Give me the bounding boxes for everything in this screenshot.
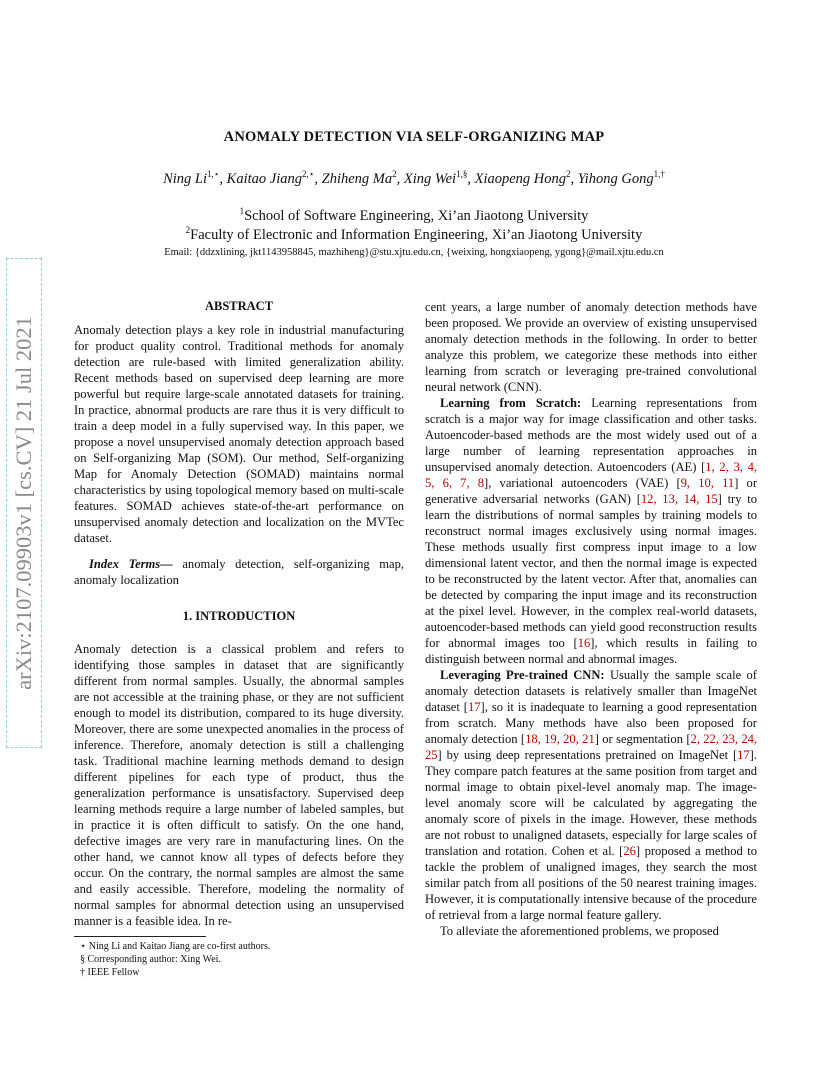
- footnote-rule: [74, 936, 206, 937]
- text-run: Usually the sample scale of anomaly detection datasets is relatively smaller than ImageNet dataset [: [425, 668, 757, 714]
- affiliation-text: Faculty of Electronic and Information Engineering, Xi’an Jiaotong University: [190, 226, 643, 243]
- text-run: ]. They compare patch features at the same position from target and normal image to obtain pixel-level anomaly map. The image-level anomaly score will be calculated by aggregating the anomaly score of pixels in the image. However, these methods are not robust to unaligned datasets, especially for large scales of translation and rotation. Cohen et al. [: [425, 748, 757, 858]
- citation-link[interactable]: 26: [623, 844, 636, 858]
- text-run: ], so it is inadequate to learning a good representation from scratch. Many methods have also been proposed for anomaly detection [: [425, 700, 757, 746]
- text-run: Learning representations from scratch is a major way for image classification and other tasks. Autoencoder-based methods are the most widely used out of a large number of learning representation approaches in unsupervised anomaly detection. Autoencoders (AE) [: [425, 396, 757, 474]
- author: Xiaopeng Hong: [474, 170, 567, 187]
- text-run: ] or generative adversarial networks (GAN) [: [425, 476, 757, 506]
- author: Yihong Gong: [577, 170, 654, 187]
- author: Xing Wei: [403, 170, 457, 187]
- author-sup: 1,†: [653, 169, 665, 179]
- citation-link[interactable]: 16: [577, 636, 591, 650]
- citation-link[interactable]: 1, 2, 3, 4, 5, 6, 7, 8: [425, 460, 757, 490]
- author-list: [0, 169, 828, 188]
- author-sep: ,: [396, 170, 404, 187]
- author-sep: ,: [467, 170, 475, 187]
- introduction-body: [74, 641, 404, 929]
- affiliation-text: School of Software Engineering, Xi’an Jiaotong University: [244, 207, 589, 224]
- right-paragraph-2: [425, 395, 757, 667]
- citation-link[interactable]: 9, 10, 11: [680, 476, 735, 490]
- text-run: ] try to learn the distributions of normal samples by training models to reconstruct normal images exclusively using normal images. These methods usually first compress input image to a low dimensional latent vector, and then the normal image is expected to be reconstructed by the latent vector. After that, anomalies can be detected by comparing the input image and its reconstruction at the pixel level. However, in the complex real-world datasets, autoencoder-based methods can yield good reconstruction results for abnormal images too [: [425, 492, 757, 650]
- paragraph-heading-pretrained: Leveraging Pre-trained CNN:: [440, 668, 605, 682]
- right-paragraph-3: [425, 667, 757, 923]
- abstract-text: Anomaly detection plays a key role in industrial manufacturing for product quality control. Traditional methods for anomaly detection are rule-based with limited generalization ability. Recent methods based on supervised deep learning are more powerful but require large-scale annotated datasets for training. In practice, abnormal products are rare thus it is very difficult to train a deep model in a fully supervised way. In this paper, we propose a novel unsupervised anomaly detection approach based on Self-organizing Map (SOM). Our method, Self-organizing Map for Anomaly Detection (SOMAD) maintains normal characteristics by using topological memory based on multi-scale features. SOMAD achieves state-of-the-art performance on unsupervised anomaly detection and localization on the MVTec dataset.: [74, 323, 404, 545]
- arxiv-stamp[interactable]: [6, 258, 46, 748]
- author-sep: ,: [570, 170, 578, 187]
- citation-link[interactable]: 18, 19, 20, 21: [525, 732, 595, 746]
- footnote: † IEEE Fellow: [80, 967, 140, 978]
- author-sup: 1,§: [456, 169, 468, 179]
- author: Kaitao Jiang: [226, 170, 302, 187]
- paper-title: ANOMALY DETECTION VIA SELF-ORGANIZING MAP: [223, 129, 605, 145]
- affiliation-sup: 2: [185, 225, 191, 235]
- citation-link[interactable]: 2, 22, 23, 24, 25: [425, 732, 758, 762]
- text-run: ] or segmentation [: [594, 732, 691, 746]
- author-sup: 1,⋆: [207, 169, 220, 179]
- citation-link[interactable]: 17: [737, 748, 750, 762]
- index-terms-label: Index Terms—: [89, 557, 173, 571]
- abstract-body: [74, 322, 404, 546]
- text-run: ] proposed a method to tackle the problem of unaligned images, they search the most similar patch from all positions of the 50 nearest training images. However, it is computationally intensive because of the procedure of retrieval from a large normal feature gallery.: [425, 844, 757, 922]
- text-run: ] by using deep representations pretrained on ImageNet [: [437, 748, 738, 762]
- index-terms: [74, 556, 404, 588]
- author-emails: Email: {ddzxlining, jkt1143958845, mazhiheng}@stu.xjtu.edu.cn, {weixing, hongxiaopeng, ygong}@mail.xjtu.edu.cn: [164, 247, 664, 258]
- right-paragraph-4: To alleviate the aforementioned problems, we proposed: [440, 924, 719, 938]
- author-sup: 2,⋆: [301, 169, 315, 179]
- arxiv-stamp-text[interactable]: arXiv:2107.09903v1 [cs.CV] 21 Jul 2021: [11, 316, 36, 690]
- index-terms-text: anomaly detection, self-organizing map, anomaly localization: [74, 557, 404, 587]
- text-run: ], variational autoencoders (VAE) [: [484, 476, 681, 490]
- intro-paragraph: Anomaly detection is a classical problem and refers to identifying those samples in dataset that are significantly different from normal samples. Usually, the abnormal samples are not accessible at the training phase, or they are not sufficient enough to model its distribution, compared to its huge diversity. Moreover, there are some unexpected anomalies in the process of inference. Therefore, anomaly detection is still a challenging task. Traditional machine learning methods demand to design different pipelines for each type of product, thus the generalization performance is unsatisfactory. Supervised deep learning methods require a large number of labeled samples, but in practice it is often difficult to satisfy. On the one hand, defective images are very rare in manufacturing lines. On the other hand, we cannot know all types of defects before they occur. On the contrary, the normal samples are almost the same and easily accessible. Therefore, modeling the normality of normal samples for abnormal detection using an unsupervised manner is a feasible idea. In re-: [74, 642, 404, 928]
- author-sup: 2: [392, 169, 397, 179]
- affiliation-1: [0, 206, 828, 225]
- author: Zhiheng Ma: [321, 170, 393, 187]
- author-sup: 2: [566, 169, 571, 179]
- right-column: [425, 299, 757, 939]
- section-heading-introduction: 1. INTRODUCTION: [182, 609, 296, 623]
- footnote: § Corresponding author: Xing Wei.: [80, 954, 221, 965]
- author: Ning Li: [163, 170, 208, 187]
- citation-link[interactable]: 17: [467, 700, 481, 714]
- citation-link[interactable]: 12, 13, 14, 15: [640, 492, 718, 506]
- author-sep: ,: [314, 170, 322, 187]
- affiliation-2: [0, 225, 828, 244]
- text-run: ], which results in failing to distinguish between normal and abnormal images.: [425, 636, 757, 666]
- abstract-heading: ABSTRACT: [204, 299, 274, 313]
- affiliation-sup: 1: [239, 206, 245, 216]
- footnote: ⋆ Ning Li and Kaitao Jiang are co-first authors.: [80, 941, 271, 952]
- author-sep: ,: [219, 170, 227, 187]
- paragraph-heading-scratch: Learning from Scratch:: [440, 396, 582, 410]
- right-paragraph-1: cent years, a large number of anomaly detection methods have been proposed. We provide an overview of existing unsupervised anomaly detection methods in the following. In order to better analyze this problem, we categorize these methods into either learning from scratch or leveraging pre-trained convolutional neural network (CNN).: [425, 300, 757, 394]
